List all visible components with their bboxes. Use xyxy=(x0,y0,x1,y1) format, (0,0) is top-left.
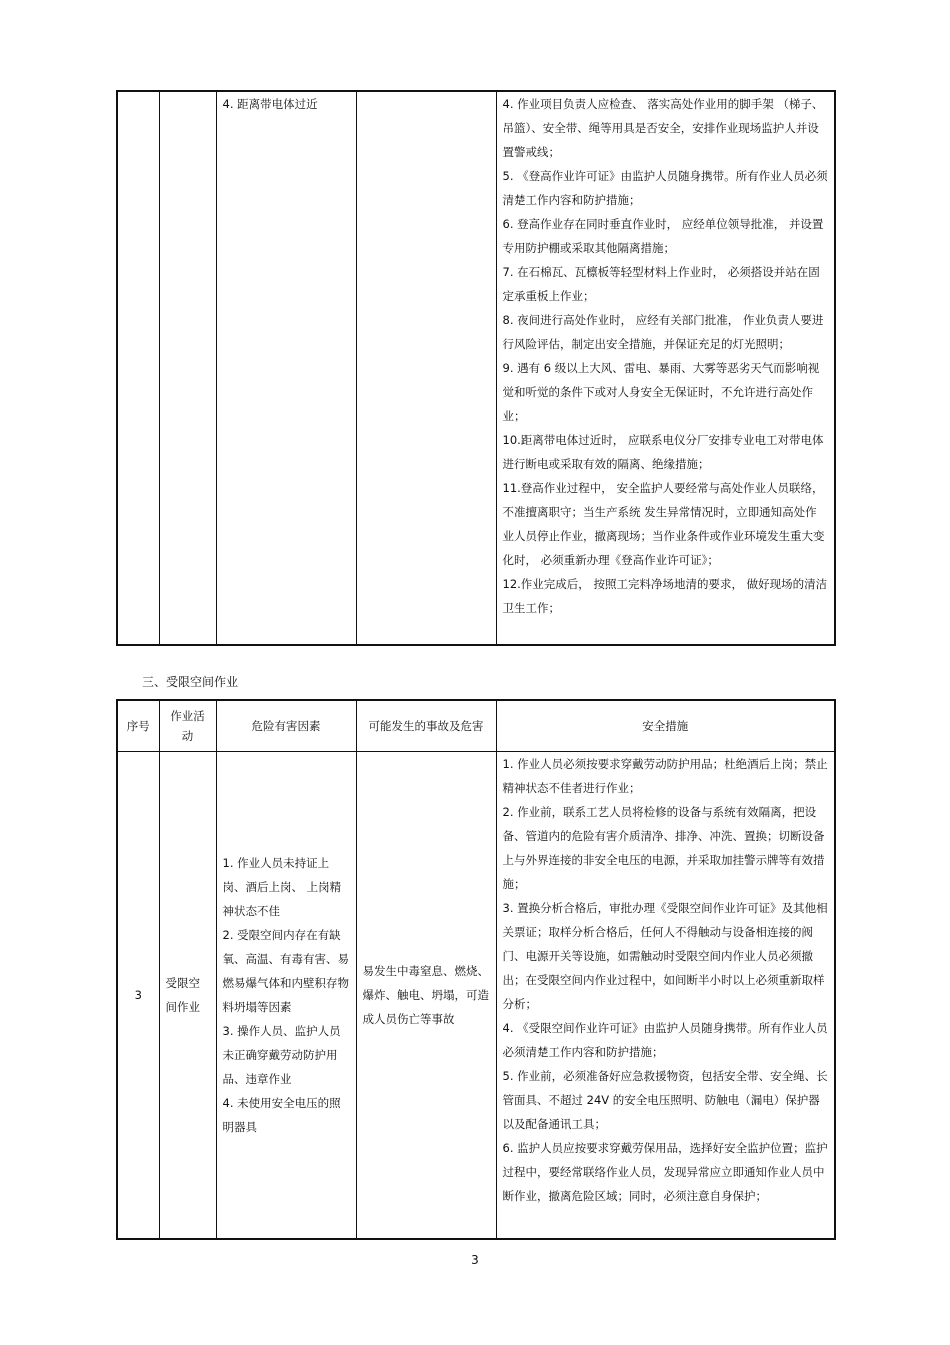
table-row xyxy=(117,752,835,1240)
header-hazards: 危险有害因素 xyxy=(216,700,356,752)
confined-space-table xyxy=(116,699,836,1240)
section-title: 三、受限空间作业 xyxy=(142,675,239,689)
measures-cell xyxy=(496,91,835,645)
header-activity: 作业活动 xyxy=(159,700,216,752)
hazard-item: 2. 受限空间内存在有缺氧、高温、有毒有害、易燃易爆气体和内壁积存物料坍塌等因素 xyxy=(222,928,349,1014)
hazard-cell xyxy=(216,91,356,645)
seq-cell: 3 xyxy=(117,752,159,1240)
hazard-item: 4. 未使用安全电压的照明器具 xyxy=(222,1096,341,1134)
activity-cell xyxy=(159,91,216,645)
measure-item: 3. 置换分析合格后，审批办理《受限空间作业许可证》及其他相关票证；取样分析合格后，任何人不得触动与设备相连接的阀门、电源开关等设施，如需触动时受限空间内作业人员必须撤出；在受限空间内作业过程中，如间断半小时以上必须重新取样分析； xyxy=(502,901,828,1011)
measure-item: 8. 夜间进行高处作业时， 应经有关部门批准， 作业负责人要进行风险评估，制定出安全措施，并保证充足的灯光照明； xyxy=(502,313,824,351)
safety-table-continued xyxy=(116,90,836,646)
measure-item: 2. 作业前，联系工艺人员将检修的设备与系统有效隔离，把设备、管道内的危险有害介质清净、排净、冲洗、置换；切断设备上与外界连接的非安全电压的电源，并采取加挂警示牌等有效措施； xyxy=(502,805,825,891)
measure-item: 10.距离带电体过近时， 应联系电仪分厂安排专业电工对带电体进行断电或采取有效的隔离、绝缘措施； xyxy=(502,433,824,471)
header-accident: 可能发生的事故及危害 xyxy=(356,700,496,752)
measure-item: 11.登高作业过程中， 安全监护人要经常与高处作业人员联络，不准擅离职守；当生产系统 发生异常情况时，立即通知高处作业人员停止作业，撤离现场；当作业条件或作业环境发生重大变化时， 必须重新办理《登高作业许可证》； xyxy=(502,481,825,567)
page-number: 3 xyxy=(471,1253,479,1267)
accident-cell xyxy=(356,91,496,645)
measure-item: 6. 登高作业存在同时垂直作业时， 应经单位领导批准， 并设置专用防护棚或采取其他隔离措施； xyxy=(502,217,824,255)
table-header-row xyxy=(117,700,835,752)
measures-cell xyxy=(496,752,835,1240)
header-seq: 序号 xyxy=(117,700,159,752)
seq-cell xyxy=(117,91,159,645)
measure-item: 4. 作业项目负责人应检查、 落实高处作业用的脚手架 （梯子、吊篮）、安全带、绳等用具是否安全，安排作业现场监护人并设置警戒线； xyxy=(502,97,824,159)
activity-cell: 受限空间作业 xyxy=(159,752,216,1240)
measure-item: 5. 《登高作业许可证》由监护人员随身携带。所有作业人员必须清楚工作内容和防护措施； xyxy=(502,169,828,207)
accident-cell: 易发生中毒窒息、燃烧、爆炸、触电、坍塌，可造成人员伤亡等事故 xyxy=(356,752,496,1240)
measure-item: 5. 作业前，必须准备好应急救援物资，包括安全带、安全绳、长管面具、不超过 24V 的安全电压照明、防触电（漏电）保护器以及配备通讯工具； xyxy=(502,1069,828,1131)
hazard-item: 4. 距离带电体过近 xyxy=(222,97,318,111)
hazard-cell xyxy=(216,752,356,1240)
measure-item: 4. 《受限空间作业许可证》由监护人员随身携带。所有作业人员必须清楚工作内容和防护措施； xyxy=(502,1021,828,1059)
measure-item: 6. 监护人员应按要求穿戴劳保用品，选择好安全监护位置；监护过程中，要经常联络作业人员，发现异常应立即通知作业人员中断作业，撤离危险区域；同时，必须注意自身保护； xyxy=(502,1141,828,1203)
hazard-item: 1. 作业人员未持证上岗、酒后上岗、 上岗精神状态不佳 xyxy=(222,856,342,918)
measure-item: 1. 作业人员必须按要求穿戴劳动防护用品；杜绝酒后上岗；禁止精神状态不佳者进行作业； xyxy=(502,757,828,795)
header-measures: 安全措施 xyxy=(496,700,835,752)
measure-item: 12.作业完成后， 按照工完料净场地清的要求， 做好现场的清洁卫生工作； xyxy=(502,577,828,615)
measure-item: 7. 在石棉瓦、瓦檩板等轻型材料上作业时， 必须搭设并站在固定承重板上作业； xyxy=(502,265,820,303)
measure-item: 9. 遇有 6 级以上大风、雷电、暴雨、大雾等恶劣天气而影响视觉和听觉的条件下或对人身安全无保证时，不允许进行高处作业； xyxy=(502,361,820,423)
table-row xyxy=(117,91,835,645)
hazard-item: 3. 操作人员、监护人员未正确穿戴劳动防护用品、违章作业 xyxy=(222,1024,341,1086)
